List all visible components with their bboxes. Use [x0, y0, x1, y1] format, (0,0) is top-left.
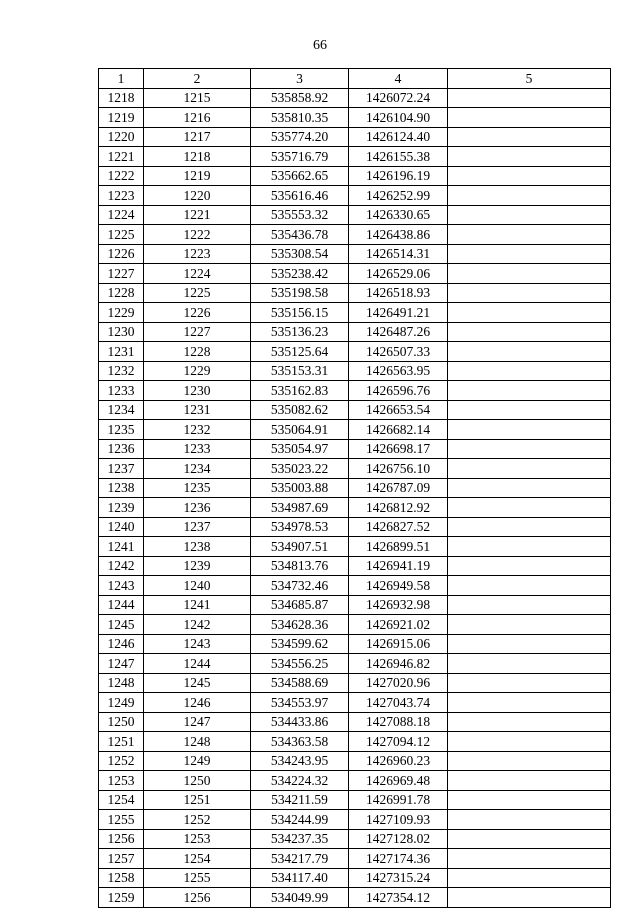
table-cell-col-4: 1427174.36: [349, 849, 448, 869]
table-row: [99, 790, 611, 810]
table-cell-col-5: [448, 244, 611, 264]
table-cell-col-2: 1245: [144, 673, 251, 693]
table-cell-col-5: [448, 790, 611, 810]
table-cell-col-4: 1426812.92: [349, 498, 448, 518]
table-cell-col-2: 1231: [144, 400, 251, 420]
table-cell-col-4: 1426969.48: [349, 771, 448, 791]
table-row: [99, 478, 611, 498]
table-cell-col-4: 1427088.18: [349, 712, 448, 732]
table-cell-col-5: [448, 517, 611, 537]
table-cell-col-3: 534628.36: [251, 615, 349, 635]
table-cell-col-1: 1232: [99, 361, 144, 381]
table-cell-col-5: [448, 537, 611, 557]
table-cell-col-3: 534588.69: [251, 673, 349, 693]
table-cell-col-2: 1219: [144, 166, 251, 186]
table-cell-col-1: 1254: [99, 790, 144, 810]
table-cell-col-3: 534553.97: [251, 693, 349, 713]
table-row: [99, 283, 611, 303]
table-cell-col-1: 1242: [99, 556, 144, 576]
column-header-2: 2: [144, 69, 251, 89]
table-cell-col-1: 1253: [99, 771, 144, 791]
table-cell-col-3: 535198.58: [251, 283, 349, 303]
table-cell-col-1: 1227: [99, 264, 144, 284]
table-cell-col-4: 1426941.19: [349, 556, 448, 576]
table-cell-col-3: 534224.32: [251, 771, 349, 791]
table-cell-col-2: 1221: [144, 205, 251, 225]
table-cell-col-2: 1242: [144, 615, 251, 635]
table-cell-col-4: 1427354.12: [349, 888, 448, 908]
table-row: [99, 595, 611, 615]
table-cell-col-2: 1230: [144, 381, 251, 401]
coordinates-table: [98, 68, 611, 908]
table-cell-col-1: 1234: [99, 400, 144, 420]
table-header: [99, 69, 611, 89]
table-cell-col-5: [448, 693, 611, 713]
table-row: [99, 868, 611, 888]
table-row: [99, 517, 611, 537]
table-cell-col-1: 1228: [99, 283, 144, 303]
table-cell-col-4: 1426932.98: [349, 595, 448, 615]
table-cell-col-5: [448, 478, 611, 498]
table-cell-col-1: 1256: [99, 829, 144, 849]
table-cell-col-3: 535153.31: [251, 361, 349, 381]
table-cell-col-4: 1427315.24: [349, 868, 448, 888]
table-cell-col-4: 1426507.33: [349, 342, 448, 362]
table-cell-col-3: 535023.22: [251, 459, 349, 479]
table-cell-col-3: 535774.20: [251, 127, 349, 147]
page-number: 66: [313, 38, 327, 53]
table-cell-col-4: 1426072.24: [349, 88, 448, 108]
table-row: [99, 147, 611, 167]
table-cell-col-1: 1219: [99, 108, 144, 128]
table-cell-col-5: [448, 342, 611, 362]
table-cell-col-5: [448, 654, 611, 674]
table-cell-col-1: 1222: [99, 166, 144, 186]
table-cell-col-2: 1226: [144, 303, 251, 323]
table-row: [99, 576, 611, 596]
table-cell-col-1: 1235: [99, 420, 144, 440]
table-cell-col-5: [448, 615, 611, 635]
table-cell-col-2: 1233: [144, 439, 251, 459]
table-row: [99, 205, 611, 225]
table-cell-col-4: 1426946.82: [349, 654, 448, 674]
table-row: [99, 322, 611, 342]
table-cell-col-4: 1426518.93: [349, 283, 448, 303]
table-cell-col-2: 1239: [144, 556, 251, 576]
table-row: [99, 810, 611, 830]
table-cell-col-3: 534433.86: [251, 712, 349, 732]
table-cell-col-4: 1426756.10: [349, 459, 448, 479]
table-cell-col-1: 1240: [99, 517, 144, 537]
table-cell-col-5: [448, 400, 611, 420]
table-cell-col-5: [448, 673, 611, 693]
table-cell-col-4: 1426698.17: [349, 439, 448, 459]
table-cell-col-2: 1236: [144, 498, 251, 518]
table-cell-col-1: 1239: [99, 498, 144, 518]
table-row: [99, 459, 611, 479]
table-cell-col-4: 1426991.78: [349, 790, 448, 810]
table-row: [99, 186, 611, 206]
table-row: [99, 264, 611, 284]
table-cell-col-5: [448, 322, 611, 342]
table-cell-col-2: 1220: [144, 186, 251, 206]
table-cell-col-3: 534685.87: [251, 595, 349, 615]
table-cell-col-1: 1221: [99, 147, 144, 167]
table-cell-col-2: 1224: [144, 264, 251, 284]
table-cell-col-2: 1241: [144, 595, 251, 615]
table-cell-col-3: 534244.99: [251, 810, 349, 830]
table-cell-col-5: [448, 381, 611, 401]
table-cell-col-1: 1259: [99, 888, 144, 908]
table-cell-col-3: 535616.46: [251, 186, 349, 206]
table-cell-col-4: 1426155.38: [349, 147, 448, 167]
table-cell-col-5: [448, 420, 611, 440]
table-cell-col-4: 1426596.76: [349, 381, 448, 401]
table-cell-col-4: 1426438.86: [349, 225, 448, 245]
table-cell-col-5: [448, 283, 611, 303]
table-cell-col-3: 535003.88: [251, 478, 349, 498]
table-row: [99, 225, 611, 245]
table-cell-col-1: 1251: [99, 732, 144, 752]
table-cell-col-3: 535054.97: [251, 439, 349, 459]
table-cell-col-1: 1236: [99, 439, 144, 459]
table-cell-col-1: 1255: [99, 810, 144, 830]
table-cell-col-3: 535436.78: [251, 225, 349, 245]
table-cell-col-3: 534907.51: [251, 537, 349, 557]
table-cell-col-1: 1220: [99, 127, 144, 147]
table-row: [99, 732, 611, 752]
table-cell-col-2: 1247: [144, 712, 251, 732]
table-cell-col-2: 1244: [144, 654, 251, 674]
table-cell-col-4: 1426563.95: [349, 361, 448, 381]
table-cell-col-2: 1252: [144, 810, 251, 830]
table-cell-col-1: 1237: [99, 459, 144, 479]
table-cell-col-5: [448, 225, 611, 245]
table-cell-col-4: 1426960.23: [349, 751, 448, 771]
table-row: [99, 751, 611, 771]
table-row: [99, 654, 611, 674]
table-row: [99, 342, 611, 362]
table-cell-col-5: [448, 498, 611, 518]
table-cell-col-5: [448, 459, 611, 479]
table-cell-col-4: 1426899.51: [349, 537, 448, 557]
table-cell-col-2: 1240: [144, 576, 251, 596]
table-cell-col-2: 1243: [144, 634, 251, 654]
table-cell-col-1: 1257: [99, 849, 144, 869]
table-cell-col-5: [448, 771, 611, 791]
table-cell-col-5: [448, 205, 611, 225]
table-cell-col-5: [448, 556, 611, 576]
column-header-1: 1: [99, 69, 144, 89]
table-row: [99, 888, 611, 908]
table-cell-col-5: [448, 732, 611, 752]
table-cell-col-4: 1426787.09: [349, 478, 448, 498]
table-cell-col-5: [448, 439, 611, 459]
table-cell-col-1: 1238: [99, 478, 144, 498]
column-header-3: 3: [251, 69, 349, 89]
table-cell-col-4: 1426529.06: [349, 264, 448, 284]
table-cell-col-1: 1250: [99, 712, 144, 732]
table-cell-col-1: 1226: [99, 244, 144, 264]
table-cell-col-3: 535064.91: [251, 420, 349, 440]
table-row: [99, 829, 611, 849]
table-row: [99, 498, 611, 518]
table-cell-col-1: 1252: [99, 751, 144, 771]
table-row: [99, 693, 611, 713]
table-cell-col-4: 1426949.58: [349, 576, 448, 596]
table-cell-col-3: 535553.32: [251, 205, 349, 225]
table-cell-col-2: 1235: [144, 478, 251, 498]
table-cell-col-4: 1426653.54: [349, 400, 448, 420]
table-cell-col-2: 1253: [144, 829, 251, 849]
table-cell-col-4: 1426682.14: [349, 420, 448, 440]
table-cell-col-1: 1258: [99, 868, 144, 888]
table-cell-col-3: 534556.25: [251, 654, 349, 674]
table-row: [99, 108, 611, 128]
table-row: [99, 712, 611, 732]
table-cell-col-2: 1249: [144, 751, 251, 771]
table-cell-col-2: 1232: [144, 420, 251, 440]
table-cell-col-1: 1218: [99, 88, 144, 108]
table-cell-col-4: 1427043.74: [349, 693, 448, 713]
table-cell-col-1: 1249: [99, 693, 144, 713]
table-cell-col-5: [448, 751, 611, 771]
table-cell-col-1: 1243: [99, 576, 144, 596]
table-cell-col-2: 1255: [144, 868, 251, 888]
table-row: [99, 849, 611, 869]
header-row: [99, 69, 611, 89]
table-cell-col-3: 534978.53: [251, 517, 349, 537]
table-row: [99, 556, 611, 576]
table-cell-col-4: 1426487.26: [349, 322, 448, 342]
table-row: [99, 673, 611, 693]
table-cell-col-5: [448, 127, 611, 147]
table-cell-col-4: 1426252.99: [349, 186, 448, 206]
table-row: [99, 166, 611, 186]
table-cell-col-5: [448, 361, 611, 381]
table-cell-col-5: [448, 108, 611, 128]
table-cell-col-2: 1222: [144, 225, 251, 245]
table-cell-col-3: 534217.79: [251, 849, 349, 869]
table-cell-col-1: 1247: [99, 654, 144, 674]
table-row: [99, 361, 611, 381]
table-cell-col-3: 534599.62: [251, 634, 349, 654]
table-cell-col-4: 1426124.40: [349, 127, 448, 147]
table-cell-col-2: 1234: [144, 459, 251, 479]
table-cell-col-4: 1427128.02: [349, 829, 448, 849]
table-cell-col-2: 1237: [144, 517, 251, 537]
table-row: [99, 88, 611, 108]
table-cell-col-2: 1251: [144, 790, 251, 810]
table-cell-col-1: 1230: [99, 322, 144, 342]
table-cell-col-3: 535662.65: [251, 166, 349, 186]
table-cell-col-2: 1218: [144, 147, 251, 167]
table-cell-col-1: 1246: [99, 634, 144, 654]
table-cell-col-2: 1217: [144, 127, 251, 147]
table-cell-col-3: 534243.95: [251, 751, 349, 771]
table-cell-col-3: 534211.59: [251, 790, 349, 810]
table-row: [99, 771, 611, 791]
table-cell-col-4: 1426514.31: [349, 244, 448, 264]
table-cell-col-2: 1254: [144, 849, 251, 869]
table-cell-col-2: 1215: [144, 88, 251, 108]
table-cell-col-1: 1244: [99, 595, 144, 615]
table-cell-col-2: 1229: [144, 361, 251, 381]
table-row: [99, 615, 611, 635]
table-cell-col-2: 1250: [144, 771, 251, 791]
table-row: [99, 634, 611, 654]
table-cell-col-5: [448, 186, 611, 206]
table-cell-col-3: 534813.76: [251, 556, 349, 576]
table-cell-col-5: [448, 264, 611, 284]
table-cell-col-3: 535716.79: [251, 147, 349, 167]
table-cell-col-3: 534049.99: [251, 888, 349, 908]
table-row: [99, 400, 611, 420]
table-cell-col-4: 1426915.06: [349, 634, 448, 654]
table-cell-col-4: 1426104.90: [349, 108, 448, 128]
table-cell-col-4: 1426491.21: [349, 303, 448, 323]
table-row: [99, 381, 611, 401]
table-cell-col-3: 535308.54: [251, 244, 349, 264]
table-cell-col-3: 535082.62: [251, 400, 349, 420]
table-cell-col-5: [448, 88, 611, 108]
table-cell-col-2: 1256: [144, 888, 251, 908]
table-cell-col-5: [448, 829, 611, 849]
table-cell-col-5: [448, 634, 611, 654]
table-cell-col-1: 1229: [99, 303, 144, 323]
table-row: [99, 537, 611, 557]
table-cell-col-2: 1225: [144, 283, 251, 303]
table-cell-col-3: 534732.46: [251, 576, 349, 596]
table-cell-col-4: 1426921.02: [349, 615, 448, 635]
table-cell-col-2: 1223: [144, 244, 251, 264]
table-cell-col-5: [448, 147, 611, 167]
table-cell-col-4: 1427094.12: [349, 732, 448, 752]
table-cell-col-5: [448, 868, 611, 888]
column-header-5: 5: [448, 69, 611, 89]
table-row: [99, 420, 611, 440]
table-cell-col-5: [448, 849, 611, 869]
table-cell-col-2: 1227: [144, 322, 251, 342]
table-cell-col-1: 1224: [99, 205, 144, 225]
table-cell-col-4: 1427020.96: [349, 673, 448, 693]
table-body: [99, 88, 611, 907]
table-row: [99, 303, 611, 323]
table-cell-col-3: 535136.23: [251, 322, 349, 342]
table-cell-col-2: 1216: [144, 108, 251, 128]
table-cell-col-1: 1248: [99, 673, 144, 693]
table-cell-col-3: 534237.35: [251, 829, 349, 849]
table-cell-col-1: 1245: [99, 615, 144, 635]
table-cell-col-5: [448, 888, 611, 908]
table-cell-col-1: 1223: [99, 186, 144, 206]
table-cell-col-3: 535125.64: [251, 342, 349, 362]
table-cell-col-2: 1228: [144, 342, 251, 362]
table-cell-col-3: 535162.83: [251, 381, 349, 401]
table-cell-col-5: [448, 303, 611, 323]
table-cell-col-3: 534363.58: [251, 732, 349, 752]
table-cell-col-3: 534987.69: [251, 498, 349, 518]
table-cell-col-4: 1426196.19: [349, 166, 448, 186]
table-row: [99, 127, 611, 147]
table-cell-col-2: 1238: [144, 537, 251, 557]
table-cell-col-4: 1427109.93: [349, 810, 448, 830]
table-cell-col-1: 1233: [99, 381, 144, 401]
table-cell-col-3: 534117.40: [251, 868, 349, 888]
table-cell-col-5: [448, 712, 611, 732]
table-cell-col-3: 535810.35: [251, 108, 349, 128]
table-cell-col-5: [448, 166, 611, 186]
table-cell-col-4: 1426827.52: [349, 517, 448, 537]
table-cell-col-1: 1225: [99, 225, 144, 245]
table-row: [99, 244, 611, 264]
table-cell-col-1: 1231: [99, 342, 144, 362]
table-row: [99, 439, 611, 459]
table-cell-col-4: 1426330.65: [349, 205, 448, 225]
table-cell-col-3: 535858.92: [251, 88, 349, 108]
table-cell-col-5: [448, 595, 611, 615]
table-cell-col-5: [448, 576, 611, 596]
table-cell-col-2: 1246: [144, 693, 251, 713]
table-cell-col-1: 1241: [99, 537, 144, 557]
column-header-4: 4: [349, 69, 448, 89]
table-cell-col-3: 535238.42: [251, 264, 349, 284]
table-cell-col-3: 535156.15: [251, 303, 349, 323]
table-cell-col-5: [448, 810, 611, 830]
table-cell-col-2: 1248: [144, 732, 251, 752]
